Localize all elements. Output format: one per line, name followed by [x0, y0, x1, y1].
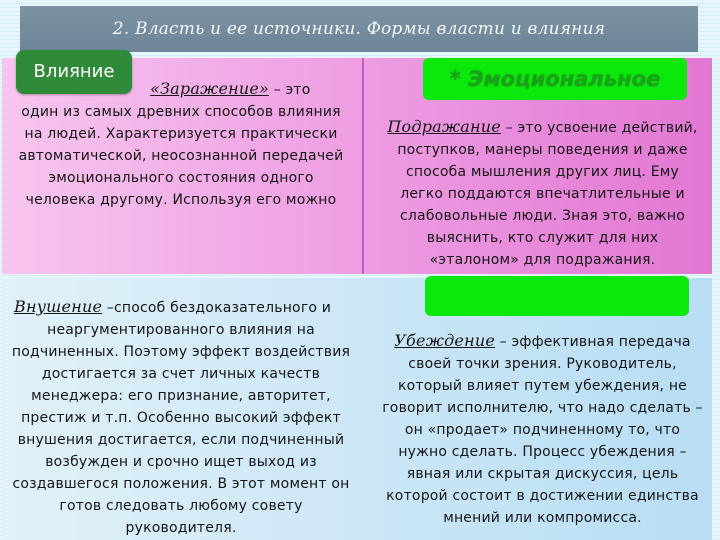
imitation-line: способа мышления других лиц. Ему [405, 164, 680, 180]
persuasion-line: говорит исполнителю, что надо сделать – [382, 400, 703, 416]
contagion-line: один из самых древних способов влияния [21, 104, 341, 120]
emotional-label-box: * Эмоциональное [423, 58, 687, 100]
contagion-line: на людей. Характеризуется практически [24, 126, 338, 142]
suggestion-line: неаргументированного влияния на [47, 322, 315, 338]
contagion-term: «Заражение» [150, 79, 270, 98]
imitation-line: слабовольные люди. Зная это, важно [400, 208, 685, 224]
persuasion-line: нужно сделать. Процесс убеждения – [398, 444, 687, 460]
persuasion-line: своей точки зрения. Руководитель, [408, 356, 677, 372]
persuasion-line: который влияет путем убеждения, не [398, 378, 687, 394]
influence-badge: Влияние [16, 50, 132, 94]
imitation-text [370, 116, 715, 271]
suggestion-line: создавшегося положения. В этот момент он [12, 476, 350, 492]
contagion-lead: – это [269, 82, 311, 98]
persuasion-text [370, 330, 715, 529]
suggestion-line: менеджера: его признание, авторитет, [31, 388, 331, 404]
suggestion-line: руководителя. [125, 520, 237, 536]
suggestion-lead: –способ бездоказательного и [102, 300, 332, 316]
green-highlight-box [425, 276, 689, 316]
persuasion-line: которой состоит в достижении единства [386, 488, 699, 504]
persuasion-line: явная или скрытая дискуссия, цель [406, 466, 679, 482]
persuasion-line: он «продает» подчиненному то, что [404, 422, 681, 438]
suggestion-line: престиж и т.п. Особенно высокий эффект [21, 410, 341, 426]
contagion-heading-line [0, 78, 362, 101]
contagion-line: эмоционального состояния одного [48, 170, 314, 186]
contagion-text [0, 78, 362, 211]
suggestion-line: подчиненных. Поэтому эффект воздействия [11, 344, 351, 360]
suggestion-line: возбужден и срочно ищет выход из [45, 454, 317, 470]
persuasion-term: Убеждение [394, 331, 496, 350]
suggestion-line: внушения достигается, если подчиненный [17, 432, 345, 448]
contagion-line: автоматической, неосознанной передачей [18, 148, 344, 164]
imitation-line: легко поддаются впечатлительные и [400, 186, 685, 202]
imitation-heading-line [370, 116, 715, 139]
persuasion-lead: – эффективная передача [495, 334, 691, 350]
imitation-line: «эталоном» для подражания. [429, 252, 656, 268]
suggestion-text [0, 296, 362, 539]
persuasion-line: мнений или компромисса. [443, 510, 642, 526]
panel-divider [362, 58, 364, 274]
imitation-line: поступков, манеры поведения и даже [397, 142, 688, 158]
suggestion-line: достигается за счет личных качеств [41, 366, 321, 382]
contagion-line: человека другому. Используя его можно [25, 192, 337, 208]
imitation-term: Подражание [387, 117, 501, 136]
imitation-line: выяснить, кто служит для них [426, 230, 659, 246]
slide-title: 2. Власть и ее источники. Формы власти и влияния [20, 6, 698, 52]
imitation-lead: – это усвоение действий, [500, 120, 698, 136]
suggestion-term: Внушение [14, 297, 103, 316]
suggestion-heading-line [0, 296, 362, 319]
persuasion-heading-line [370, 330, 715, 353]
suggestion-line: готов следовать любому совету [59, 498, 303, 514]
